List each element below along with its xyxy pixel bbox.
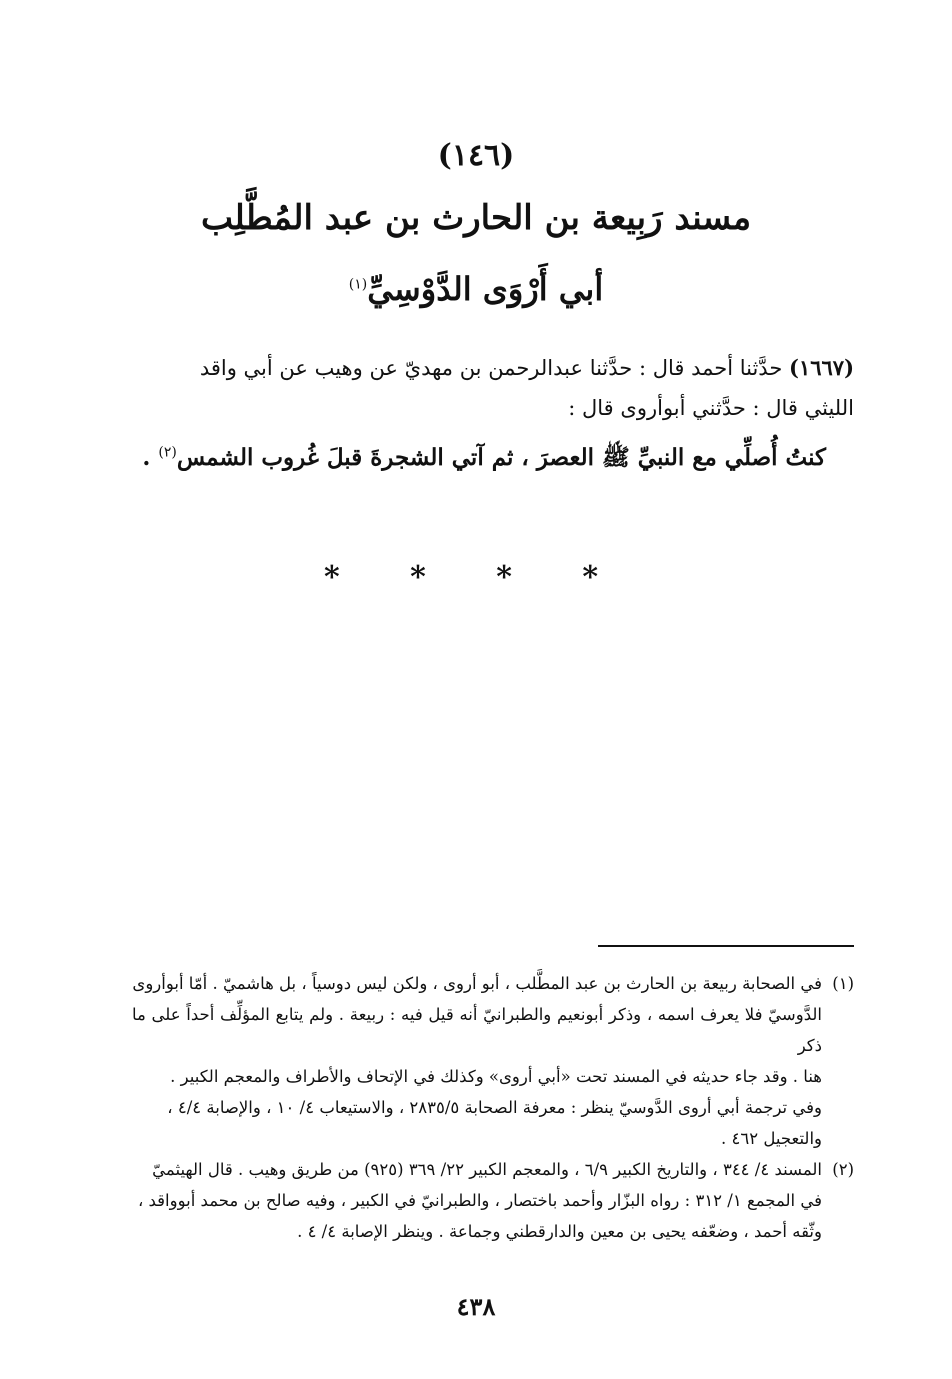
section-separator: * * * * (323, 560, 629, 595)
footnote-line: هنا . وقد جاء حديثه في المسند تحت «أبي أروى» وكذلك في الإتحاف والأطراف والمعجم الكبير . (170, 1067, 822, 1086)
page-subtitle (0, 270, 952, 308)
footnotes (132, 968, 854, 1247)
footnote-2 (132, 1154, 854, 1247)
footnote-line: في المجمع ١/ ٣١٢ : رواه البزّار وأحمد باختصار ، والطبرانيّ في الكبير ، وفيه صالح بن محمد أبوواقد ، (137, 1191, 822, 1210)
hadith-block (84, 348, 854, 478)
hadith-isnad-line2: الليثي قال : حدَّثني أبوأروى قال : (568, 396, 854, 420)
footnote-line: الدَّوسيّ فلا يعرف اسمه ، وذكر أبونعيم والطبرانيّ أنه قيل فيه : ربيعة . ولم يتابع المؤلِّف أحداً على ما ذكر (132, 1005, 822, 1055)
section-number: (١٤٦) (437, 138, 515, 173)
subtitle-footnote-ref[interactable]: (١) (348, 276, 368, 293)
hadith-isnad-line1 (84, 348, 854, 388)
hadith-matn (84, 438, 854, 478)
hadith-matn-text: كنتُ أُصلِّي مع النبيِّ ﷺ العصرَ ، ثم آتي الشجرةَ قبلَ غُروب الشمس (176, 444, 826, 471)
hadith-isnad-text1: حدَّثنا أحمد قال : حدَّثنا عبدالرحمن بن مهديّ عن وهيب عن أبي واقد (199, 356, 783, 380)
subtitle-text: أبي أَرْوَى الدَّوْسِيِّ (367, 270, 604, 308)
footnote-line: وفي ترجمة أبي أروى الدَّوسيّ ينظر : معرفة الصحابة ٢٨٣٥/٥ ، والاستيعاب ٤/ ١٠ ، والإصابة ٤/٤ ، (167, 1098, 822, 1117)
footnote-divider (598, 945, 854, 947)
footnote-marker: (١) (832, 974, 854, 993)
footnote-1 (132, 968, 854, 1154)
matn-end: . (142, 444, 159, 471)
matn-footnote-ref[interactable]: (٢) (158, 444, 177, 461)
footnote-line: في الصحابة ربيعة بن الحارث بن عبد المطَّلب ، أبو أروى ، ولكن ليس دوسياً ، بل هاشميّ . أمّا أبوأروى (132, 974, 822, 993)
page-number: ٤٣٨ (456, 1292, 496, 1321)
page-title: مسند رَبِيعة بن الحارث بن عبد المُطَّلِب (200, 198, 752, 238)
footnote-marker: (٢) (832, 1160, 854, 1179)
footnote-line: المسند ٤/ ٣٤٤ ، والتاريخ الكبير ٦/٩ ، والمعجم الكبير ٢٢/ ٣٦٩ (٩٢٥) من طريق وهيب . قال الهيثميّ (152, 1160, 822, 1179)
hadith-number: (١٦٦٧) (789, 355, 854, 380)
footnote-line: والتعجيل ٤٦٢ . (721, 1129, 822, 1148)
footnote-line: وثّقه أحمد ، وضعّفه يحيى بن معين والدارقطني وجماعة . وينظر الإصابة ٤/ ٤ . (297, 1222, 822, 1241)
